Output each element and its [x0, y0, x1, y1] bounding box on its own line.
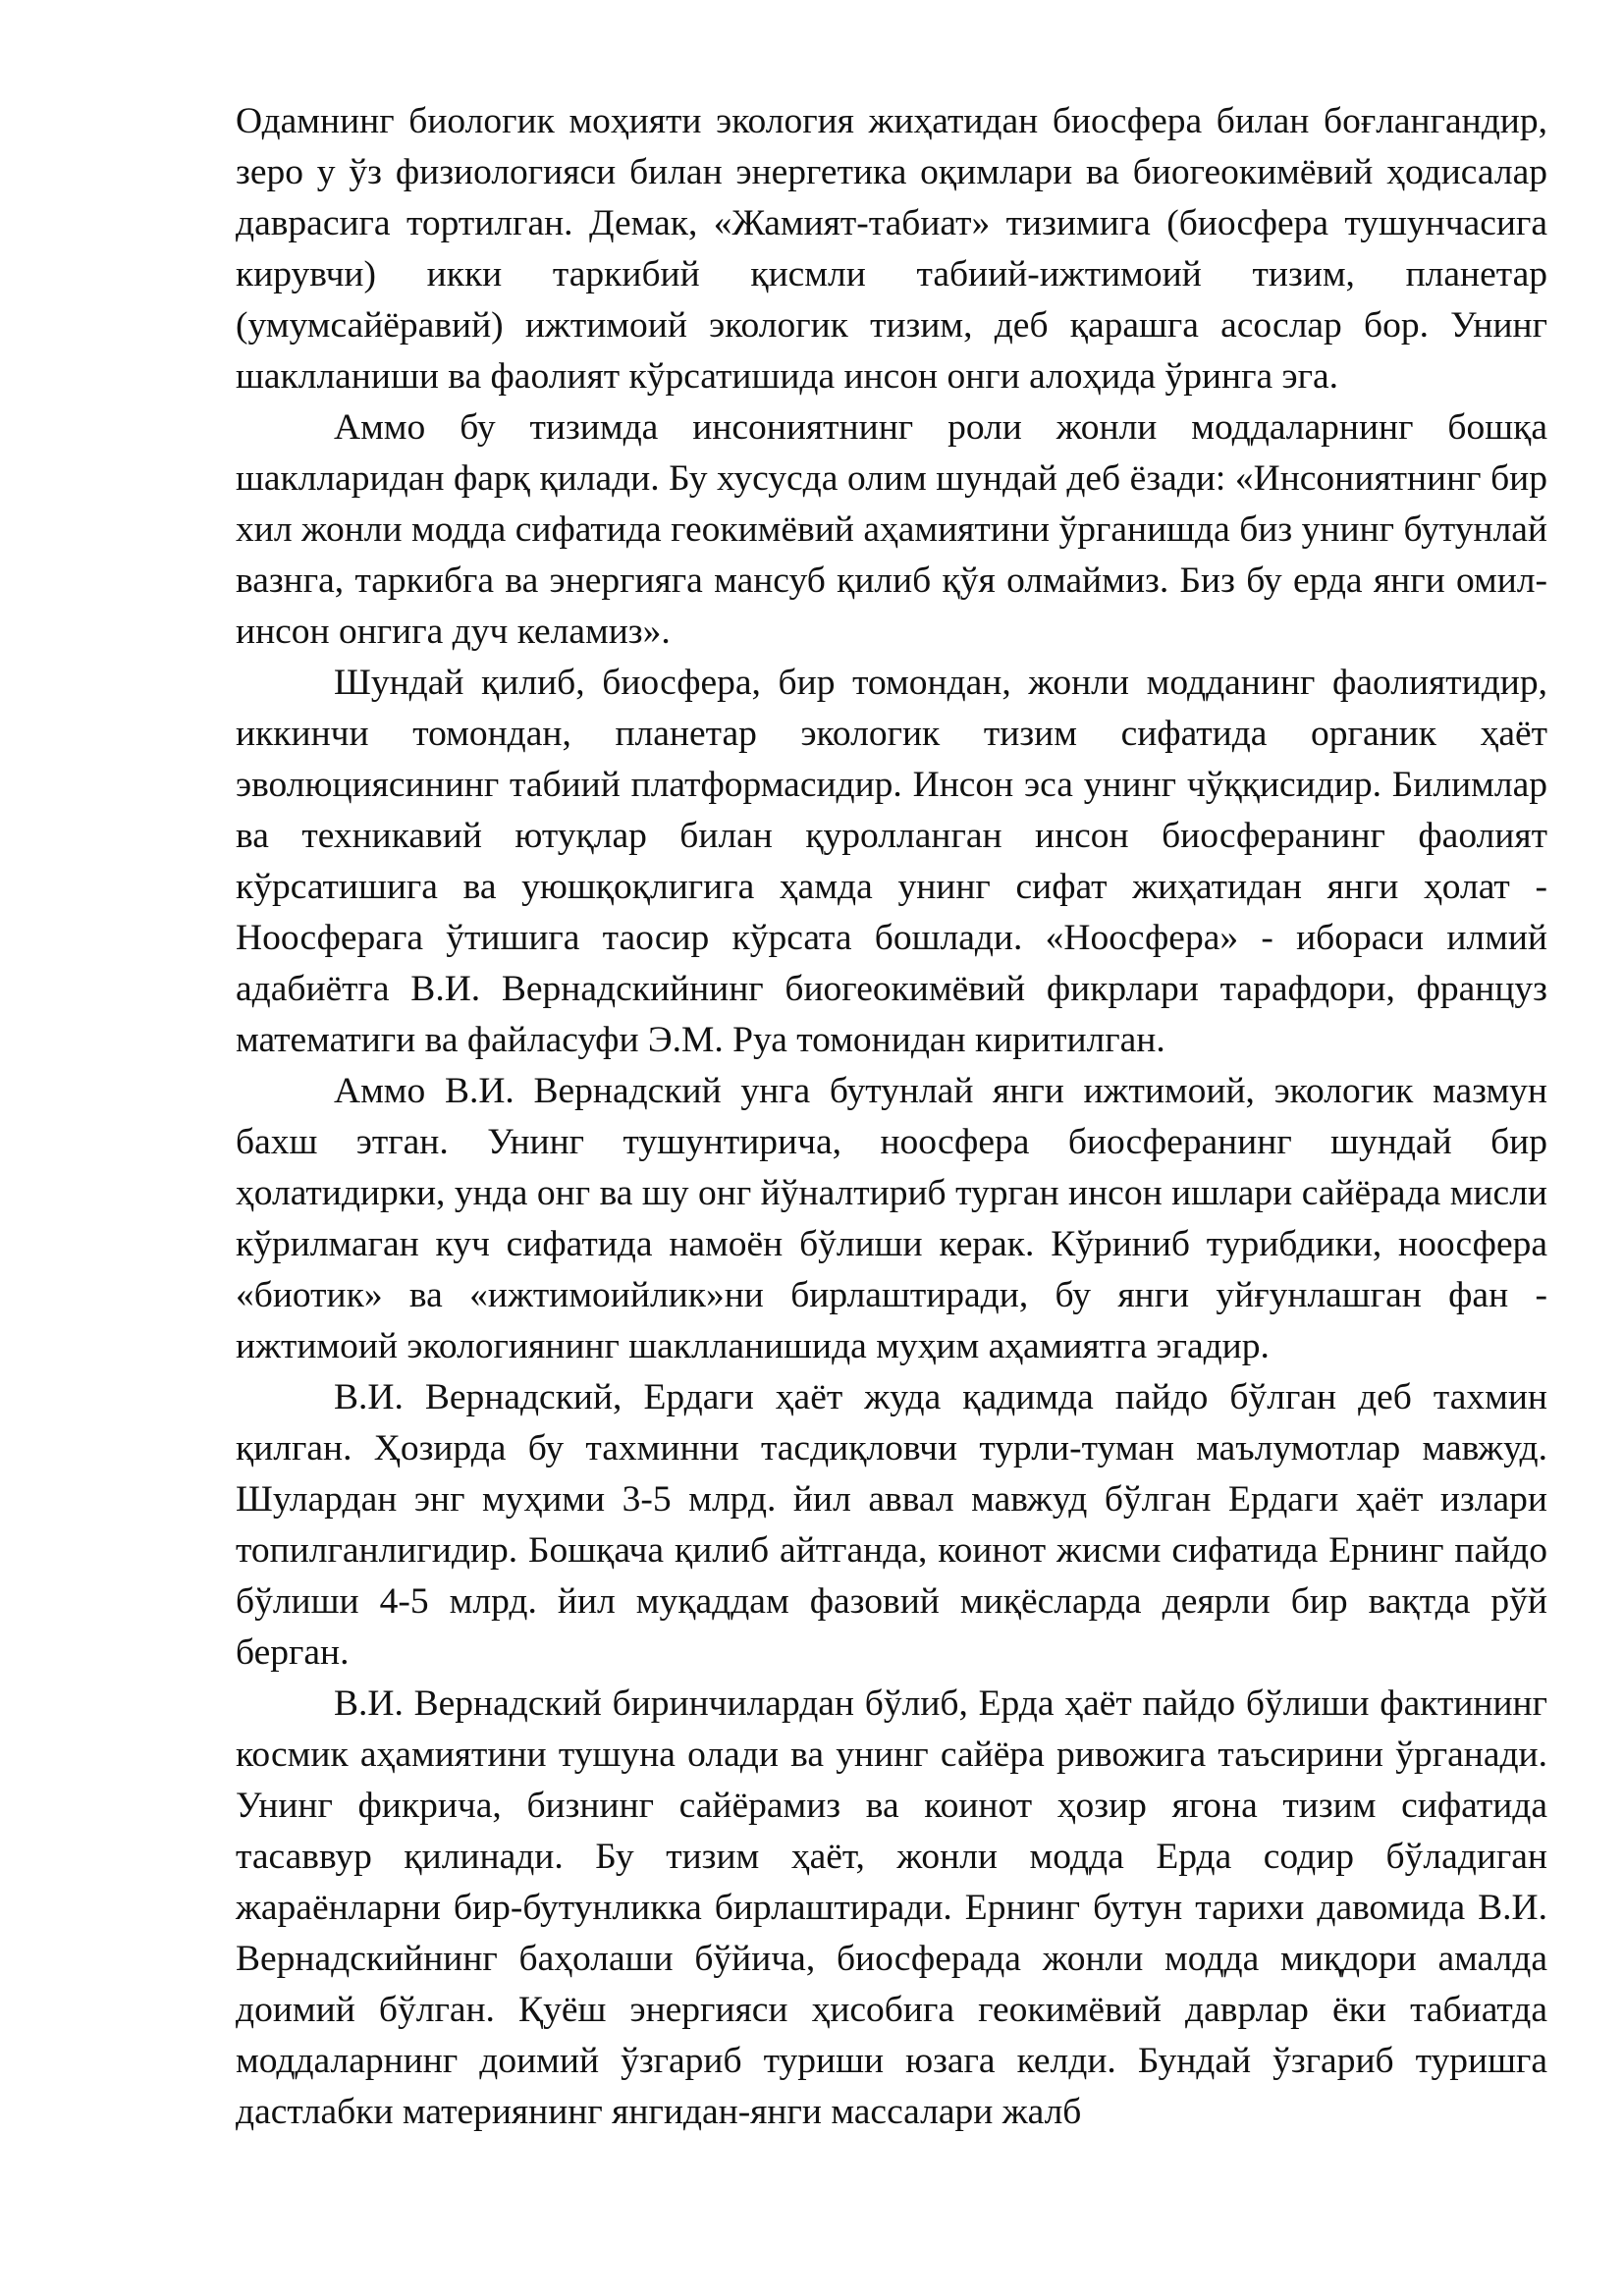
- document-body: [236, 96, 1547, 2138]
- paragraph-3: Шундай қилиб, биосфера, бир томондан, жонли модданинг фаолиятидир, иккинчи томондан, планетар экологик тизим сифатида органик ҳаёт эволюциясининг табиий платформасидир. Инсон эса унинг чўққисидир. Билимлар ва техникавий ютуқлар билан қуролланган инсон биосферанинг фаолият кўрсатишига ва уюшқоқлигига ҳамда унинг сифат жиҳатидан янги ҳолат - Ноосферага ўтишига таосир кўрсата бошлади. «Ноосфера» - ибораси илмий адабиётга В.И. Вернадскийнинг биогеокимёвий фикрлари тарафдори, француз математиги ва файласуфи Э.М. Руа томонидан киритилган.: [236, 663, 1547, 1060]
- paragraph-1: Одамнинг биологик моҳияти экология жиҳатидан биосфера билан боғлангандир, зеро у ўз физиологияси билан энергетика оқимлари ва биогеокимёвий ҳодисалар даврасига тортилган. Демак, «Жамият-табиат» тизимига (биосфера тушунчасига кирувчи) икки таркибий қисмли табиий-ижтимоий тизим, планетар (умумсайёравий) ижтимоий экологик тизим, деб қарашга асослар бор. Унинг шаклланиши ва фаолият кўрсатишида инсон онги алоҳида ўринга эга.: [236, 101, 1547, 397]
- paragraph-5: В.И. Вернадский, Ердаги ҳаёт жуда қадимда пайдо бўлган деб тахмин қилган. Ҳозирда бу тахминни тасдиқловчи турли-туман маълумотлар мавжуд. Шулардан энг муҳими 3-5 млрд. йил аввал мавжуд бўлган Ердаги ҳаёт излари топилганлигидир. Бошқача қилиб айтганда, коинот жисми сифатида Ернинг пайдо бўлиши 4-5 млрд. йил муқаддам фазовий миқёсларда деярли бир вақтда рўй берган.: [236, 1377, 1547, 1673]
- paragraph-6: В.И. Вернадский биринчилардан бўлиб, Ерда ҳаёт пайдо бўлиши фактининг космик аҳамиятини тушуна олади ва унинг сайёра ривожига таъсирини ўрганади. Унинг фикрича, бизнинг сайёрамиз ва коинот ҳозир ягона тизим сифатида тасаввур қилинади. Бу тизим ҳаёт, жонли модда Ерда содир бўладиган жараёнларни бир-бутунликка бирлаштиради. Ернинг бутун тарихи давомида В.И. Вернадскийнинг баҳолаши бўйича, биосферада жонли модда миқдори амалда доимий бўлган. Қуёш энергияси ҳисобига геокимёвий даврлар ёки табиатда моддаларнинг доимий ўзгариб туриши юзага келди. Бундай ўзгариб туришга дастлабки материянинг янгидан-янги массалари жалб: [236, 1683, 1547, 2132]
- paragraph-4: Аммо В.И. Вернадский унга бутунлай янги ижтимоий, экологик мазмун бахш этган. Унинг тушунтирича, ноосфера биосферанинг шундай бир ҳолатидирки, унда онг ва шу онг йўналтириб турган инсон ишлари сайёрада мисли кўрилмаган куч сифатида намоён бўлиши керак. Кўриниб турибдики, ноосфера «биотик» ва «ижтимоийлик»ни бирлаштиради, бу янги уйғунлашган фан - ижтимоий экологиянинг шаклланишида муҳим аҳамиятга эгадир.: [236, 1071, 1547, 1366]
- paragraph-2: Аммо бу тизимда инсониятнинг роли жонли моддаларнинг бошқа шаклларидан фарқ қилади. Бу хусусда олим шундай деб ёзади: «Инсониятнинг бир хил жонли модда сифатида геокимёвий аҳамиятини ўрганишда биз унинг бутунлай вазнга, таркибга ва энергияга мансуб қилиб қўя олмаймиз. Биз бу ерда янги омил-инсон онгига дуч келамиз».: [236, 407, 1547, 652]
